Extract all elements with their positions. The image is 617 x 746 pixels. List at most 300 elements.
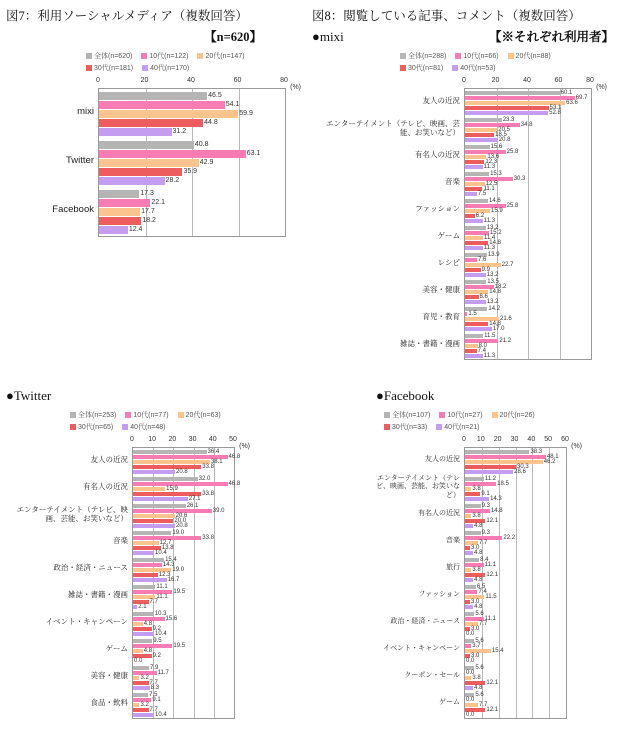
- bar-line: [133, 469, 234, 474]
- category-label: 音楽: [445, 177, 460, 187]
- value-label: 4.8: [474, 522, 483, 529]
- axis-tick-label: 30: [188, 436, 197, 443]
- axis-tick-label: 80: [586, 77, 594, 84]
- value-label: 14.8: [489, 239, 501, 246]
- category-label: 音楽: [113, 536, 128, 546]
- value-label: 10.4: [155, 630, 167, 637]
- legend-swatch-icon: [384, 424, 390, 430]
- legend-label: 10代(n=27): [447, 412, 483, 419]
- value-label: 4.8: [474, 684, 483, 691]
- bar: [99, 92, 207, 100]
- legend-label: 20代(n=26): [499, 412, 535, 419]
- category-label-column: [6, 88, 98, 235]
- value-label: 23.3: [502, 116, 515, 123]
- bar-group: [133, 637, 234, 664]
- bar: [133, 573, 158, 577]
- plot-wrap: [6, 447, 308, 719]
- bar: [465, 558, 479, 562]
- value-label: 12.5: [485, 180, 498, 187]
- value-label: 12.1: [486, 706, 499, 713]
- bar-group: [465, 170, 591, 197]
- value-label: 17.0: [492, 325, 505, 332]
- bar-line: [99, 167, 285, 176]
- bar-group: [465, 610, 566, 637]
- bar: [465, 160, 484, 164]
- value-label: 15.4: [165, 556, 177, 563]
- value-label: 7.5: [477, 190, 487, 197]
- bar: [465, 172, 489, 176]
- axis-tick-label: 60: [561, 436, 569, 443]
- axis-tick-label: 0: [96, 77, 100, 84]
- value-label: 46.8: [228, 453, 241, 460]
- bar-line: [465, 496, 566, 501]
- bar-line: [465, 658, 566, 663]
- bar: [465, 138, 498, 142]
- bar: [133, 612, 154, 616]
- bar: [133, 482, 228, 486]
- legend-item: [142, 63, 189, 73]
- bar: [465, 686, 473, 690]
- value-label: 3.8: [472, 512, 481, 519]
- bar-line: [465, 245, 591, 250]
- bar: [133, 504, 186, 508]
- value-label: 48.1: [546, 453, 559, 460]
- bar: [133, 470, 175, 474]
- bar: [465, 236, 483, 240]
- bar: [465, 676, 471, 680]
- value-label: 40.8: [194, 141, 209, 148]
- value-label: 7.7: [478, 539, 488, 546]
- bar-group: [133, 475, 241, 502]
- figure8-twitter-chart-block: [6, 388, 308, 719]
- bar-line: [99, 149, 285, 158]
- value-label: 14.8: [489, 288, 501, 295]
- bar-line: [465, 712, 566, 717]
- value-label: 20.0: [174, 517, 187, 524]
- legend-label: 全体(n=107): [392, 412, 431, 419]
- bar: [133, 644, 172, 648]
- category-label: 友人の近況: [422, 96, 460, 106]
- bar: [133, 509, 212, 513]
- bar: [465, 182, 485, 186]
- value-label: 11.3: [483, 352, 496, 359]
- value-label: 12.7: [159, 539, 172, 546]
- legend-label: 全体(n=288): [408, 53, 447, 60]
- value-label: 9.5: [153, 637, 162, 644]
- value-label: 7.4: [478, 588, 487, 595]
- bar-group: [465, 116, 591, 143]
- category-label: 雑誌・書籍・漫画: [68, 590, 128, 600]
- value-label: 7.5: [149, 691, 158, 698]
- value-label: 5.6: [475, 691, 484, 698]
- category-label-column: [312, 88, 464, 358]
- axis-unit-label: (%): [571, 443, 582, 450]
- category-label: レシピ: [437, 258, 460, 268]
- legend-swatch-icon: [384, 412, 390, 418]
- fig7-chart: [6, 51, 308, 237]
- value-label: 0.0: [466, 669, 475, 676]
- bar: [465, 123, 520, 127]
- bar-line: [465, 604, 566, 609]
- bar: [465, 600, 470, 604]
- legend-swatch-icon: [178, 412, 184, 418]
- bar: [99, 119, 203, 127]
- bar: [99, 110, 238, 118]
- bar-line: [465, 523, 566, 528]
- legend-swatch-icon: [70, 412, 76, 418]
- bar-group: [465, 448, 566, 475]
- value-label: 14.8: [489, 320, 501, 327]
- legend-item: [436, 422, 479, 432]
- bar: [465, 133, 494, 137]
- legend-item: [400, 63, 443, 73]
- bar-group: [465, 305, 591, 332]
- bar: [465, 354, 483, 358]
- bar-line: [99, 189, 285, 198]
- value-label: 11.5: [484, 332, 496, 339]
- value-label: 9.1: [152, 696, 161, 703]
- value-label: 18.2: [494, 283, 507, 290]
- bar: [99, 177, 165, 185]
- legend-item: [384, 410, 430, 420]
- value-label: 28.6: [514, 468, 526, 475]
- bar-group: [465, 143, 591, 170]
- legend-item: [439, 410, 482, 420]
- figure8-facebook-chart-block: [376, 388, 614, 719]
- axis-tick-label: 80: [280, 77, 288, 84]
- category-label: ファッション: [415, 204, 460, 214]
- bar: [133, 666, 149, 670]
- value-label: 13.5: [487, 278, 499, 285]
- value-label: 11.5: [485, 593, 497, 600]
- value-label: 32.0: [198, 475, 211, 482]
- bar-group: [465, 556, 566, 583]
- legend-swatch-icon: [492, 412, 498, 418]
- bar: [465, 450, 529, 454]
- value-label: 7.7: [478, 620, 488, 627]
- value-label: 7.7: [478, 701, 488, 708]
- legend-item: [178, 410, 221, 420]
- legend-label: 40代(n=53): [460, 65, 496, 72]
- value-label: 11.4: [483, 234, 496, 241]
- bar-group: [465, 502, 566, 529]
- legend-label: 40代(n=21): [444, 424, 480, 431]
- bar-line: [99, 158, 285, 167]
- value-label: 31.2: [172, 128, 187, 135]
- category-label-column: [6, 447, 132, 717]
- axis-unit-label: (%): [290, 84, 301, 91]
- bar: [465, 334, 483, 338]
- bar: [99, 168, 182, 176]
- legend-item: [384, 422, 427, 432]
- bar: [133, 465, 201, 469]
- legend-swatch-icon: [70, 424, 76, 430]
- bar: [465, 644, 471, 648]
- legend-item: [122, 422, 165, 432]
- bar-group: [133, 610, 234, 637]
- value-label: 10.4: [155, 711, 167, 718]
- bar-group: [465, 475, 566, 502]
- value-label: 34.8: [520, 121, 533, 128]
- value-label: 9.3: [481, 529, 490, 536]
- value-label: 3.2: [140, 701, 149, 708]
- value-label: 26.1: [186, 502, 199, 509]
- value-label: 9.2: [152, 652, 161, 659]
- value-label: 17.7: [141, 208, 155, 215]
- legend-item: [125, 410, 168, 420]
- bar-line: [99, 140, 285, 149]
- bar: [99, 101, 225, 109]
- value-label: 22.2: [503, 534, 516, 541]
- legend-label: 全体(n=620): [94, 53, 133, 60]
- axis-tick-label: 0: [462, 77, 466, 84]
- legend-label: 10代(n=66): [463, 53, 499, 60]
- value-label: 13.2: [486, 271, 499, 278]
- bar: [465, 106, 549, 110]
- bar: [99, 208, 140, 216]
- bar: [465, 322, 488, 326]
- value-label: 14.3: [162, 561, 175, 568]
- plot-wrap: [376, 447, 614, 719]
- bar: [133, 639, 152, 643]
- legend-row: [384, 422, 614, 432]
- axis-tick-label: 0: [462, 436, 466, 443]
- value-label: 3.8: [472, 674, 481, 681]
- legend-label: 30代(n=81): [408, 65, 444, 72]
- bar: [465, 514, 471, 518]
- bar: [133, 649, 143, 653]
- bar: [133, 497, 188, 501]
- legend-label: 10代(n=77): [133, 412, 169, 419]
- value-label: 8.3: [150, 684, 160, 691]
- bar-line: [465, 110, 591, 115]
- bar-line: [465, 326, 591, 331]
- bar: [133, 686, 150, 690]
- bar: [465, 524, 473, 528]
- value-label: 5.6: [475, 637, 484, 644]
- legend-item: [197, 51, 244, 61]
- value-label: 4.8: [143, 620, 153, 627]
- axis-tick-label: 40: [187, 77, 195, 84]
- category-label: イベント・キャンペーン: [383, 645, 460, 653]
- bar: [465, 465, 516, 469]
- category-label: ゲーム: [105, 644, 128, 654]
- bar: [465, 605, 473, 609]
- legend-label: 全体(n=253): [78, 412, 117, 419]
- legend-item: [400, 51, 446, 61]
- value-label: 21.2: [499, 337, 512, 344]
- bar: [465, 219, 483, 223]
- legend-swatch-icon: [142, 65, 148, 71]
- fig8-title: 図8：閲覧している記事、コメント（複数回答）: [312, 9, 581, 23]
- value-label: 44.8: [204, 119, 218, 126]
- bar: [465, 546, 470, 550]
- bar: [99, 199, 150, 207]
- fig8-users-note: 【※それぞれ利用者】: [488, 30, 614, 44]
- twitter-chart: [6, 410, 308, 719]
- value-label: 5.6: [475, 664, 484, 671]
- legend-swatch-icon: [86, 65, 92, 71]
- category-label: Facebook: [52, 204, 94, 216]
- value-label: 14.3: [490, 495, 502, 502]
- bar-group: [133, 502, 234, 529]
- bar: [465, 145, 490, 149]
- value-label: 3.0: [471, 625, 480, 632]
- bar: [99, 159, 199, 167]
- value-label: 53.1: [549, 104, 562, 111]
- value-label: 38.3: [530, 448, 543, 455]
- value-label: 20.8: [176, 522, 188, 529]
- bar-line: [133, 550, 234, 555]
- axis-unit-label: (%): [239, 443, 250, 450]
- category-label: エンターテイメント（テレビ、映画、芸能、お笑いなど）: [16, 504, 128, 523]
- value-label: 4.8: [143, 647, 153, 654]
- bar-line: [133, 631, 234, 636]
- bar: [465, 280, 486, 284]
- bar: [465, 455, 546, 459]
- chart-legend: [400, 51, 614, 73]
- bar: [133, 460, 210, 464]
- value-label: 9.1: [481, 490, 490, 497]
- legend-label: 20代(n=147): [205, 53, 245, 60]
- bar-group: [133, 691, 234, 718]
- category-label: イベント・キャンペーン: [45, 617, 128, 627]
- category-label: 政治・経済・ニュース: [53, 563, 128, 573]
- value-label: 7.7: [149, 679, 158, 686]
- bar-group: [465, 251, 591, 278]
- bar: [465, 568, 471, 572]
- bar: [465, 246, 483, 250]
- value-label: 46.8: [228, 480, 241, 487]
- bar: [465, 128, 497, 132]
- bar: [465, 531, 481, 535]
- axis-tick-label: 40: [527, 436, 536, 443]
- category-label: 雑誌・書籍・漫画: [400, 339, 460, 349]
- value-label: 11.1: [483, 185, 495, 192]
- bar-line: [99, 127, 285, 136]
- value-label: 11.1: [484, 561, 496, 568]
- value-label: 15.9: [166, 485, 178, 492]
- twitter-section-label: ●Twitter: [6, 388, 52, 403]
- value-label: 19.5: [173, 588, 186, 595]
- bar: [133, 541, 159, 545]
- bar: [465, 477, 484, 481]
- value-label: 33.8: [202, 534, 214, 541]
- bar-line: [133, 496, 234, 501]
- bar-line: [99, 216, 285, 225]
- value-label: 0.0: [466, 711, 475, 718]
- value-label: 15.6: [490, 143, 503, 150]
- bar: [465, 590, 477, 594]
- legend-item: [141, 51, 188, 61]
- figure8-mixi-chart-block: [312, 6, 614, 360]
- category-label: エンターテイメント（テレビ、映画、芸能、お笑いなど）: [326, 118, 460, 137]
- bar-line: [465, 164, 591, 169]
- legend-label: 10代(n=122): [149, 53, 189, 60]
- value-label: 20.8: [176, 468, 188, 475]
- category-label: 友人の近況: [90, 455, 128, 465]
- bar-group: [99, 89, 285, 138]
- chart-legend: [384, 410, 614, 432]
- legend-swatch-icon: [197, 53, 203, 59]
- value-label: 1.5: [468, 310, 477, 317]
- value-label: 21.6: [500, 315, 512, 322]
- bar: [133, 703, 139, 707]
- legend-row: [70, 422, 308, 432]
- value-label: 3.0: [471, 652, 480, 659]
- axis-tick-label: 50: [544, 436, 553, 443]
- bar: [465, 273, 486, 277]
- bar-line: [465, 218, 591, 223]
- value-label: 13.2: [486, 224, 499, 231]
- bar-line: [465, 137, 591, 142]
- axis-tick-label: 20: [168, 436, 177, 443]
- value-label: 14.2: [488, 305, 501, 312]
- legend-swatch-icon: [400, 65, 406, 71]
- value-label: 8.4: [480, 556, 489, 563]
- value-label: 39.0: [212, 507, 225, 514]
- legend-row: [384, 410, 614, 420]
- value-label: 12.3: [485, 158, 498, 165]
- bar: [133, 450, 207, 454]
- bar: [465, 487, 471, 491]
- bar-group: [133, 664, 234, 691]
- bar: [133, 531, 171, 535]
- bar: [133, 713, 154, 717]
- mixi-chart: [312, 51, 614, 360]
- value-label: 18.2: [142, 217, 156, 224]
- bar: [99, 141, 194, 149]
- value-label: 12.1: [486, 679, 499, 686]
- bar-group: [465, 664, 566, 691]
- value-label: 14.8: [490, 507, 503, 514]
- bar: [465, 258, 477, 262]
- bar: [465, 312, 467, 316]
- mixi-section-label: ●mixi: [312, 29, 344, 44]
- bar-line: [99, 109, 285, 118]
- value-label: 25.8: [506, 202, 519, 209]
- bar-group: [465, 529, 566, 556]
- bar-line: [99, 118, 285, 127]
- bar: [465, 497, 489, 501]
- value-label: 19.0: [172, 566, 185, 573]
- category-label: Twitter: [66, 155, 94, 167]
- bar: [465, 300, 486, 304]
- axis-tick-label: 40: [208, 436, 217, 443]
- value-label: 27.1: [188, 495, 201, 502]
- bar: [465, 150, 506, 154]
- legend-swatch-icon: [125, 412, 131, 418]
- category-label: クーポン・セール: [404, 672, 460, 680]
- bar: [465, 155, 486, 159]
- bar-group: [465, 332, 591, 359]
- plot-wrap: [6, 88, 308, 237]
- value-label: 9.9: [481, 266, 490, 273]
- bar-line: [133, 523, 234, 528]
- category-label-column: [376, 447, 464, 717]
- legend-item: [70, 410, 116, 420]
- bar: [465, 460, 543, 464]
- bar-group: [133, 556, 234, 583]
- value-label: 6.2: [475, 212, 485, 219]
- bar: [133, 578, 167, 582]
- value-label: 4.8: [474, 576, 483, 583]
- bar-group: [465, 89, 591, 116]
- legend-label: 20代(n=88): [515, 53, 551, 60]
- legend-item: [455, 51, 498, 61]
- x-axis-ticks: [130, 436, 250, 450]
- bar: [465, 492, 480, 496]
